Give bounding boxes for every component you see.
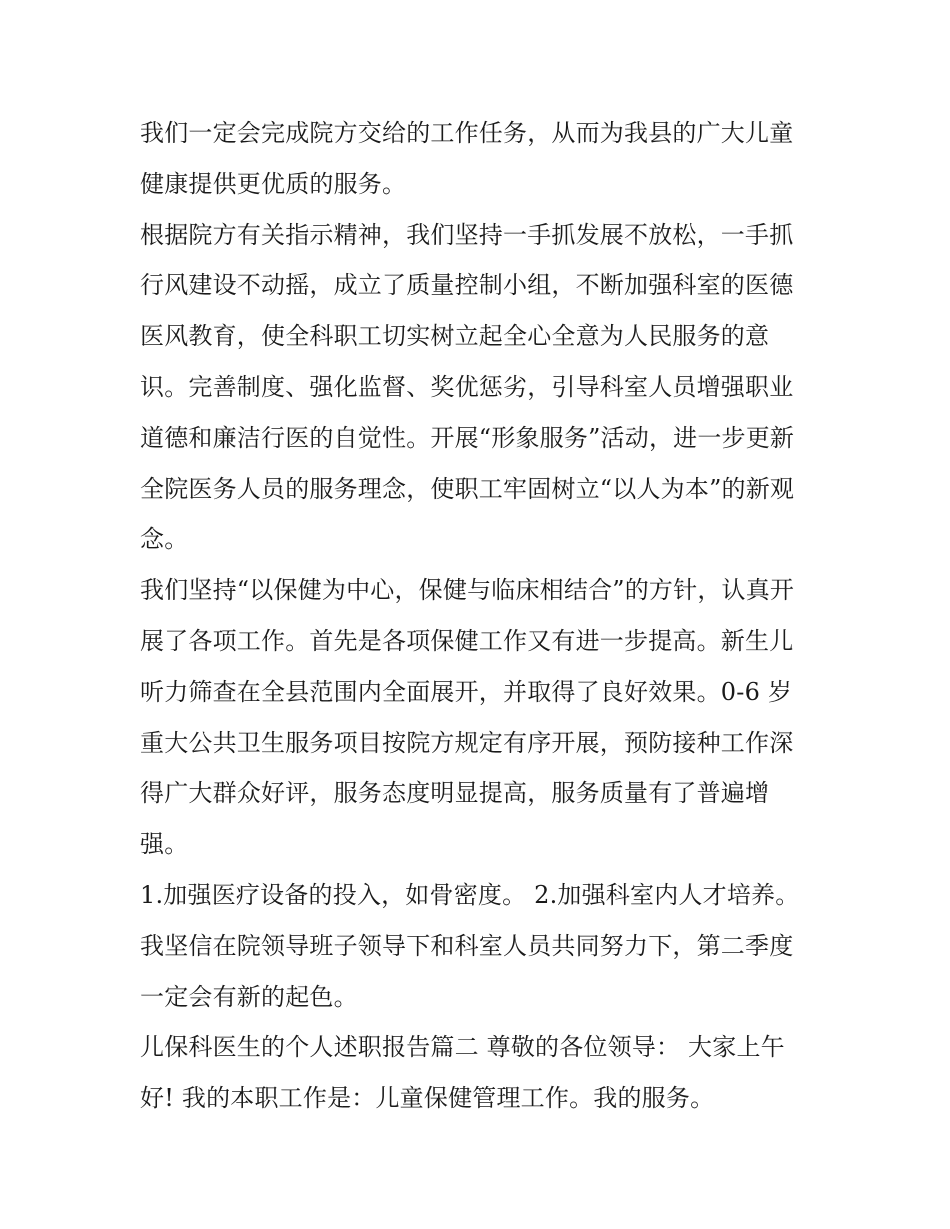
paragraph-healthcare-work: 我们坚持“以保健为中心，保健与临床相结合”的方针，认真开 展了各项工作。首先是各项保健工作又有进一步提高。新生儿 听力筛查在全县范围内全面展开，并取得了良好效果。0-6 岁 重大公共卫生服务项目按院方规定有序开展，预防接种工作深 得广大群众好评，服务态度明显提高，服务质量有了普遍增 强。	[140, 576, 795, 859]
paragraph-report-two: 儿保科医生的个人述职报告篇二 尊敬的各位领导： 大家上午 好! 我的本职工作是：儿童保健管理工作。我的服务。	[140, 1033, 785, 1113]
paragraph-commitment: 我们一定会完成院方交给的工作任务，从而为我县的广大儿童 健康提供更优质的服务。	[140, 119, 794, 198]
paragraph-outlook: 我坚信在院领导班子领导下和科室人员共同努力下，第二季度 一定会有新的起色。	[140, 931, 794, 1011]
paragraph-ethics: 根据院方有关指示精神，我们坚持一手抓发展不放松，一手抓 行风建设不动摇，成立了质量控制小组，不断加强科室的医德 医风教育，使全科职工切实树立起全心全意为人民服务的意 识。完善制度、强化监督、奖优惩劣，引导科室人员增强职业 道德和廉洁行医的自觉性。开展“形象服务”活动，进一步更新 全院医务人员的服务理念，使职工牢固树立“以人为本”的新观 念。	[140, 220, 795, 554]
document-body	[140, 108, 820, 1124]
paragraph-plans: 1.加强医疗设备的投入，如骨密度。 2.加强科室内人才培养。	[140, 880, 800, 909]
